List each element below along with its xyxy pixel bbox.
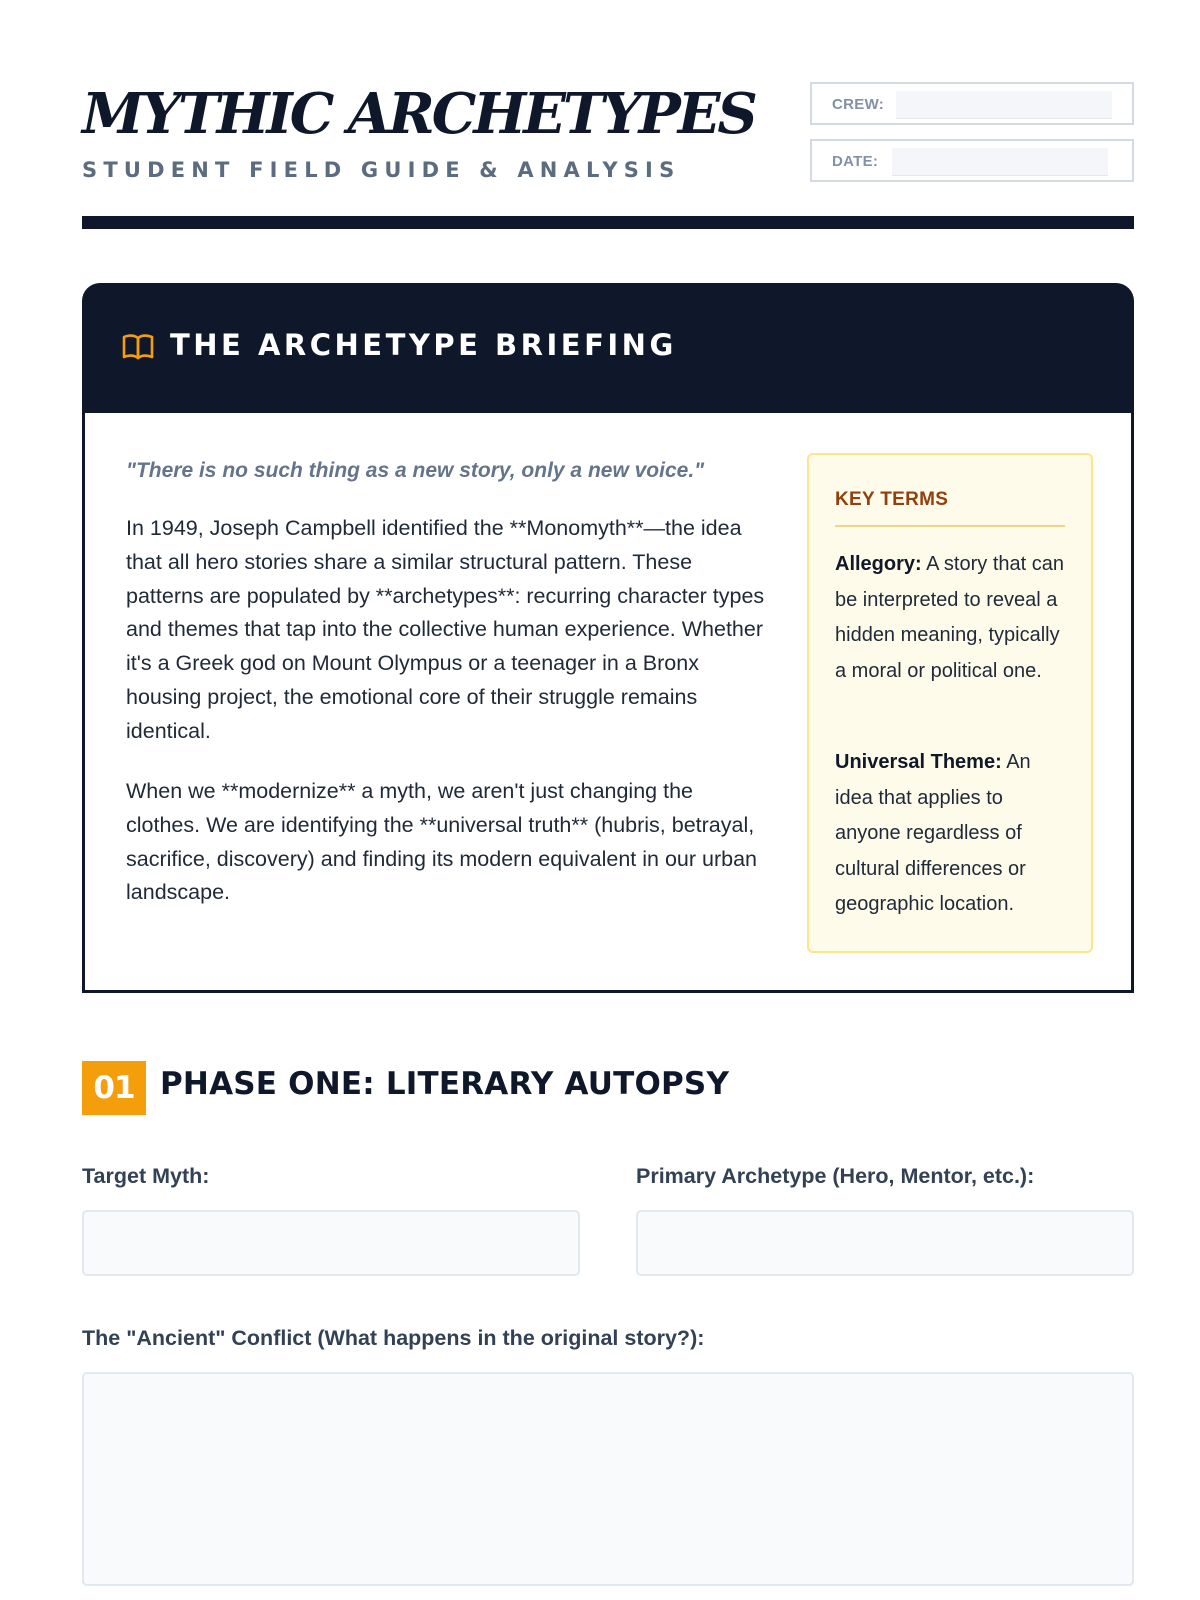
book-open-icon [122,333,154,361]
briefing-paragraph-2: When we **modernize** a myth, we aren't just changing the clothes. We are identifying the **universal truth** (hubris, betrayal, sacrifice, discovery) and finding its modern equivalent in our urban landscape. [126,779,757,905]
key-term-allegory [835,547,1071,689]
key-term-name: Allegory: [835,553,922,575]
archetype-briefing-card [82,283,1134,993]
crew-input[interactable] [896,91,1112,119]
key-terms-divider [835,525,1065,527]
briefing-body [82,413,1134,993]
crew-field [810,82,1134,125]
key-term-definition: A story that can be interpreted to reveal a hidden meaning, typically a moral or political one. [835,553,1064,682]
key-term-definition: An idea that applies to anyone regardless of cultural differences or geographic location. [835,751,1031,915]
key-term-name: Universal Theme: [835,751,1002,773]
briefing-quote: "There is no such thing as a new story, only a new voice." [126,459,705,482]
primary-archetype-label: Primary Archetype (Hero, Mentor, etc.): [636,1164,1035,1188]
phase-number-badge: 01 [82,1061,146,1115]
date-field [810,139,1134,182]
briefing-title: THE ARCHETYPE BRIEFING [170,328,677,362]
date-label: DATE: [832,153,879,170]
phase-title: PHASE ONE: LITERARY AUTOPSY [160,1066,730,1102]
briefing-paragraph-1: In 1949, Joseph Campbell identified the **Monomyth**—the idea that all hero stories share a similar structural pattern. These patterns are populated by **archetypes**: recurring character types and themes that tap into the collective human experience. Whether it's a Greek god on Mount Olympus or a teenager in a Bronx housing project, the emotional core of their struggle remains identical. [126,516,765,743]
page-title: MYTHIC ARCHETYPES [82,81,755,147]
date-input[interactable] [892,148,1108,176]
key-term-universal-theme [835,745,1071,923]
header-divider [82,216,1134,229]
ancient-conflict-textarea[interactable] [82,1372,1134,1586]
ancient-conflict-label: The "Ancient" Conflict (What happens in the original story?): [82,1326,705,1350]
crew-label: CREW: [832,96,885,113]
key-terms-title: KEY TERMS [835,489,949,510]
page-subtitle: STUDENT FIELD GUIDE & ANALYSIS [82,158,681,182]
briefing-header [82,283,1134,413]
key-terms-box [807,453,1093,953]
page-header [82,80,1134,230]
target-myth-label: Target Myth: [82,1164,210,1188]
target-myth-input[interactable] [82,1210,580,1276]
primary-archetype-input[interactable] [636,1210,1134,1276]
